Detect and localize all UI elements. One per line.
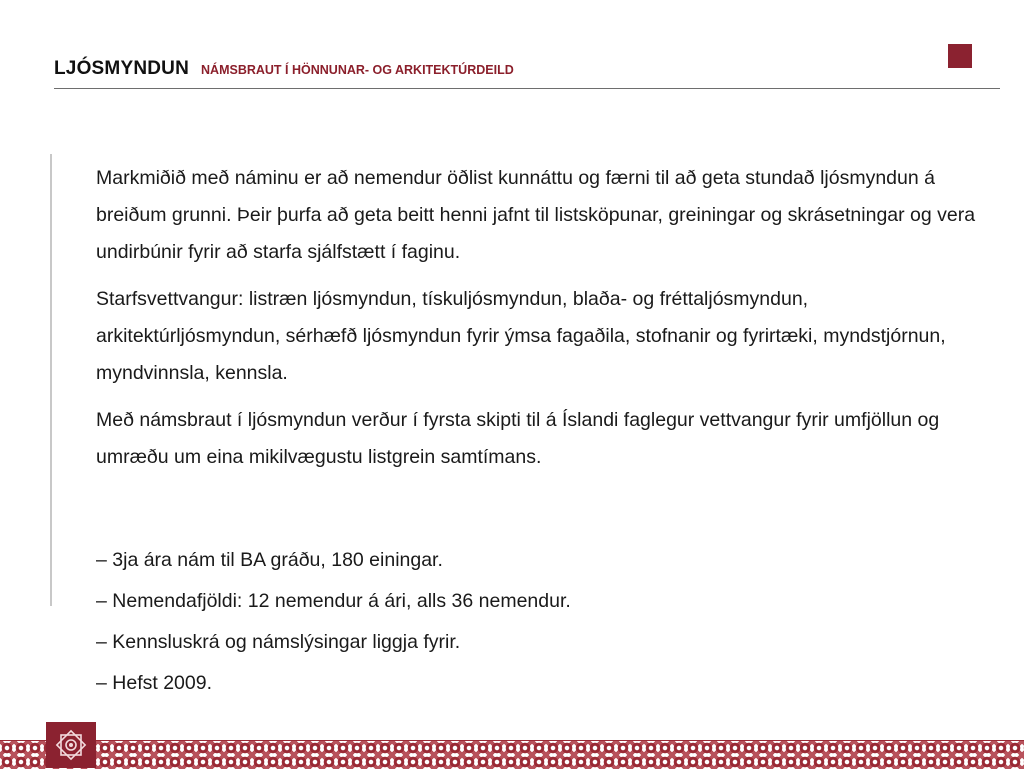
bullet-item: – 3ja ára nám til BA gráðu, 180 einingar. xyxy=(96,549,443,571)
slide-body xyxy=(96,160,976,476)
ornamental-star-emblem-icon xyxy=(46,722,96,768)
star-emblem-icon xyxy=(51,725,91,765)
corner-square-icon xyxy=(948,44,972,68)
slide-header xyxy=(54,58,514,80)
slide-subtitle: NÁMSBRAUT Í HÖNNUNAR- OG ARKITEKTÚRDEILD xyxy=(201,63,514,77)
left-vertical-rule xyxy=(50,154,52,606)
body-paragraph: Starfsvettvangur: listræn ljósmyndun, tískuljósmyndun, blaða- og fréttaljósmyndun, arkitektúrljósmyndun, sérhæfð ljósmyndun fyrir ýmsa fagaðila, stofnanir og fyrirtæki, myndstjórnun, myndvinnsla, kennsla. xyxy=(96,288,946,384)
slide-title: LJÓSMYNDUN xyxy=(54,58,190,79)
bullet-item: – Nemendafjöldi: 12 nemendur á ári, alls 36 nemendur. xyxy=(96,590,571,612)
bullet-item: – Kennsluskrá og námslýsingar liggja fyrir. xyxy=(96,631,461,653)
header-divider xyxy=(54,88,1000,89)
bullet-list xyxy=(96,540,976,704)
footer-pattern-border xyxy=(0,740,1024,769)
bullet-item: – Hefst 2009. xyxy=(96,672,212,694)
body-paragraph: Með námsbraut í ljósmyndun verður í fyrsta skipti til á Íslandi faglegur vettvangur fyrir umfjöllun og umræðu um eina mikilvægustu listgrein samtímans. xyxy=(96,409,940,468)
body-paragraph: Markmiðið með náminu er að nemendur öðlist kunnáttu og færni til að geta stundað ljósmyndun á breiðum grunni. Þeir þurfa að geta beitt henni jafnt til listsköpunar, greiningar og skrásetningar og vera undirbúnir fyrir að starfa sjálfstætt í faginu. xyxy=(96,167,976,263)
